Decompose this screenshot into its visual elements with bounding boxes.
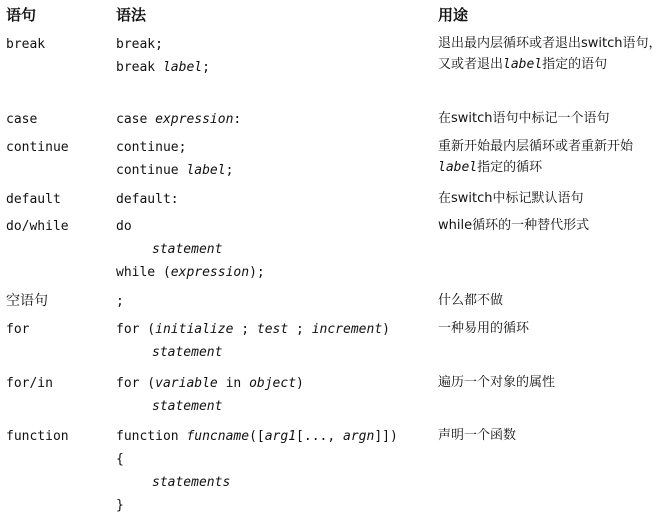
- statement-syntax: default:: [116, 192, 179, 207]
- statement-use: 在switch语句中标记一个语句: [438, 111, 610, 126]
- statement-use: 重新开始最内层循环或者重新开始label指定的循环: [438, 139, 634, 175]
- statement-name: continue: [6, 140, 69, 155]
- statement-name: function: [6, 429, 69, 444]
- statement-use: 遍历一个对象的属性: [438, 375, 556, 390]
- statement-use: 在switch中标记默认语句: [438, 191, 584, 206]
- statement-syntax: continue; continue label;: [116, 140, 234, 178]
- statement-use: 什么都不做: [438, 293, 504, 308]
- statement-name: for/in: [6, 376, 53, 391]
- statement-name: do/while: [6, 219, 69, 234]
- statement-syntax: do statement while (expression);: [116, 219, 265, 280]
- statement-name: break: [6, 37, 46, 52]
- statement-syntax: break; break label;: [116, 37, 210, 75]
- statement-use: 一种易用的循环: [438, 321, 530, 336]
- statement-syntax: for (initialize ; test ; increment) statement: [116, 322, 390, 360]
- statement-syntax: function funcname([arg1[..., argn]]) { statements }: [116, 429, 398, 513]
- statement-use: 退出最内层循环或者退出switch语句，又或者退出label指定的语句: [438, 36, 662, 72]
- statement-name: default: [6, 192, 61, 207]
- statement-use: while循环的一种替代形式: [438, 218, 590, 233]
- header-syntax: 语法: [116, 6, 147, 24]
- statement-name: case: [6, 112, 38, 127]
- statement-syntax: ;: [116, 294, 124, 309]
- statement-name: 空语句: [6, 293, 48, 309]
- statement-use: 声明一个函数: [438, 428, 517, 443]
- header-use: 用途: [438, 6, 469, 24]
- statement-syntax: case expression:: [116, 112, 242, 127]
- header-statement: 语句: [6, 6, 37, 24]
- statement-syntax: for (variable in object) statement: [116, 376, 304, 414]
- statement-name: for: [6, 322, 30, 337]
